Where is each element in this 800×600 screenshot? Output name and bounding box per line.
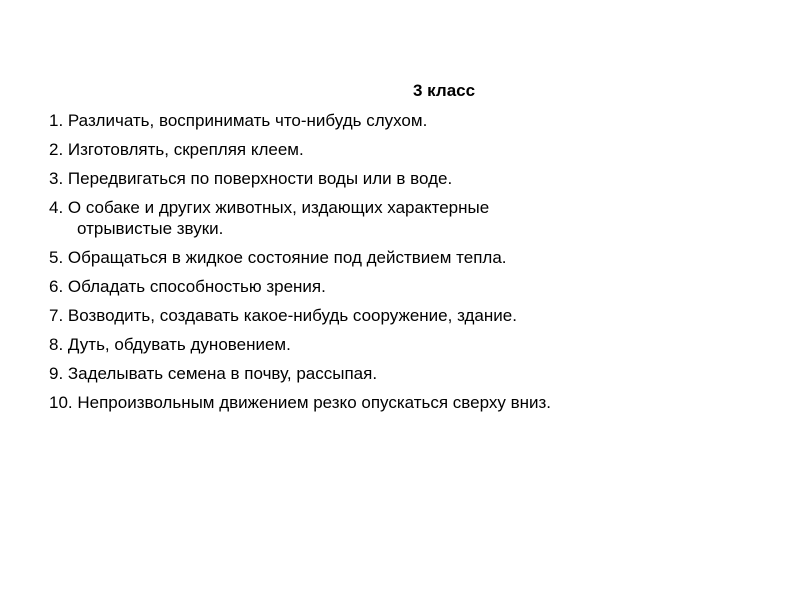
list-item-text: 6. Обладать способностью зрения. <box>49 277 326 296</box>
list-item <box>49 247 769 268</box>
list-item-text: 10. Непроизвольным движением резко опускаться сверху вниз. <box>49 393 552 412</box>
list-item <box>49 392 769 413</box>
list-item-text: 1. Различать, воспринимать что-нибудь слухом. <box>49 111 428 130</box>
list-item <box>49 276 769 297</box>
task-list <box>49 110 769 421</box>
list-item <box>49 363 769 384</box>
list-item <box>49 305 769 326</box>
list-item <box>49 168 769 189</box>
slide-title: 3 класс <box>413 81 476 100</box>
list-item-text: 5. Обращаться в жидкое состояние под действием тепла. <box>49 248 507 267</box>
list-item-text: 7. Возводить, создавать какое-нибудь сооружение, здание. <box>49 306 517 325</box>
list-item <box>49 334 769 355</box>
list-item-text: 3. Передвигаться по поверхности воды или в воде. <box>49 169 453 188</box>
list-item-text: 8. Дуть, обдувать дуновением. <box>49 335 291 354</box>
list-item <box>49 139 769 160</box>
list-item-continuation: отрывистые звуки. <box>77 219 224 238</box>
list-item <box>49 197 769 239</box>
list-item-text: 9. Заделывать семена в почву, рассыпая. <box>49 364 378 383</box>
list-item-text: 2. Изготовлять, скрепляя клеем. <box>49 140 304 159</box>
list-item-text: 4. О собаке и других животных, издающих характерные <box>49 198 490 217</box>
list-item <box>49 110 769 131</box>
